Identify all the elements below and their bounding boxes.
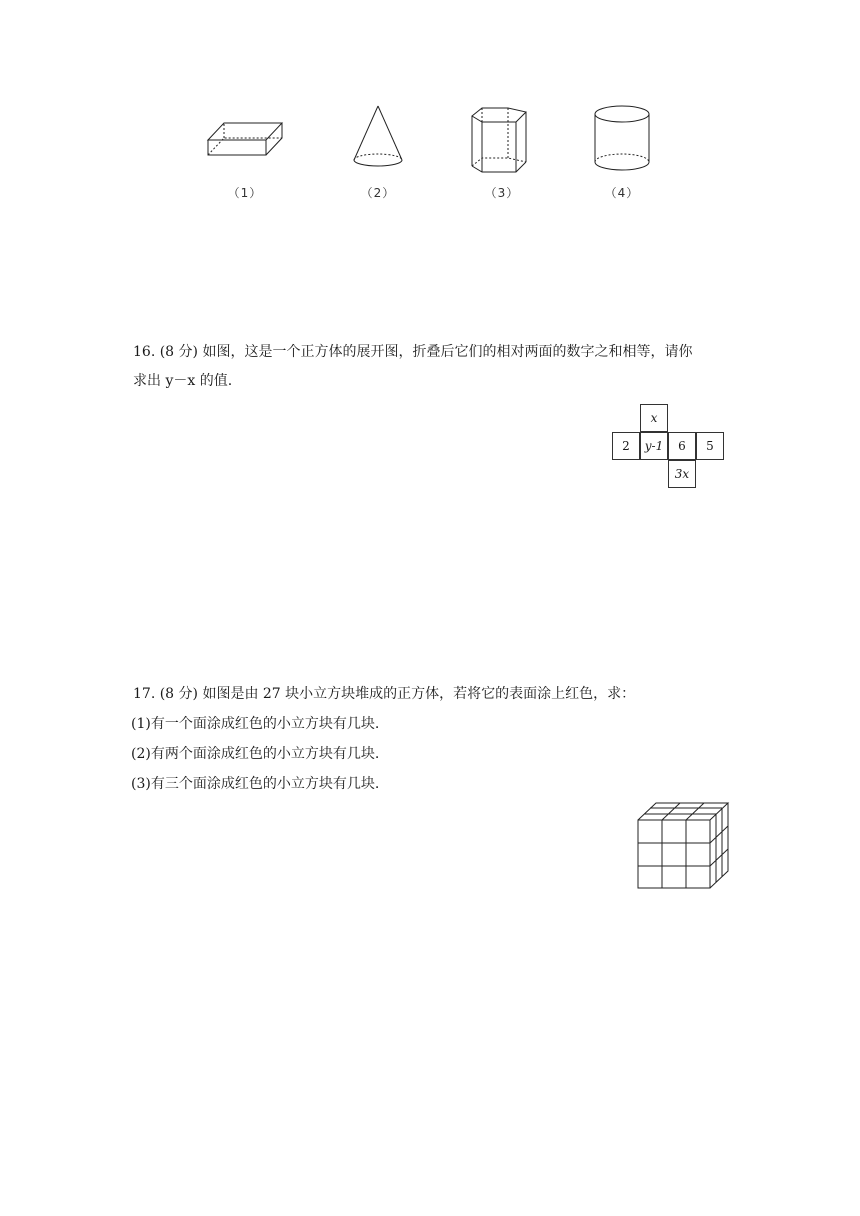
caption-3: （3） bbox=[484, 186, 520, 200]
cube-net-figure bbox=[612, 404, 732, 494]
q17-sub2: (2)有两个面涂成红色的小立方块有几块. bbox=[131, 746, 380, 762]
net-cell-row-1: 2 bbox=[612, 432, 640, 460]
cylinder-figure bbox=[590, 100, 654, 176]
caption-1: （1） bbox=[227, 186, 263, 200]
q16-text-line2: 求出 y－x 的值. bbox=[133, 373, 233, 389]
hexagonal-prism-figure bbox=[466, 100, 536, 176]
solids-figure-row bbox=[0, 0, 860, 220]
q17-text-line1: 17. (8 分) 如图是由 27 块小立方块堆成的正方体，若将它的表面涂上红色，求： bbox=[133, 686, 636, 702]
rectangular-prism-figure bbox=[200, 100, 290, 160]
cone-figure bbox=[348, 100, 408, 172]
rubik-cube-figure bbox=[636, 800, 732, 894]
net-cell-row-2: y-1 bbox=[640, 432, 668, 460]
net-cell-bottom: 3x bbox=[668, 460, 696, 488]
net-cell-row-3: 6 bbox=[668, 432, 696, 460]
caption-4: （4） bbox=[604, 186, 640, 200]
net-cell-top: x bbox=[640, 404, 668, 432]
net-cell-row-4: 5 bbox=[696, 432, 724, 460]
q17-sub3: (3)有三个面涂成红色的小立方块有几块. bbox=[131, 776, 380, 792]
q17-sub1: (1)有一个面涂成红色的小立方块有几块. bbox=[131, 716, 380, 732]
caption-2: （2） bbox=[360, 186, 396, 200]
q16-text-line1: 16. (8 分) 如图，这是一个正方体的展开图，折叠后它们的相对两面的数字之和相等，请你 bbox=[133, 344, 693, 360]
